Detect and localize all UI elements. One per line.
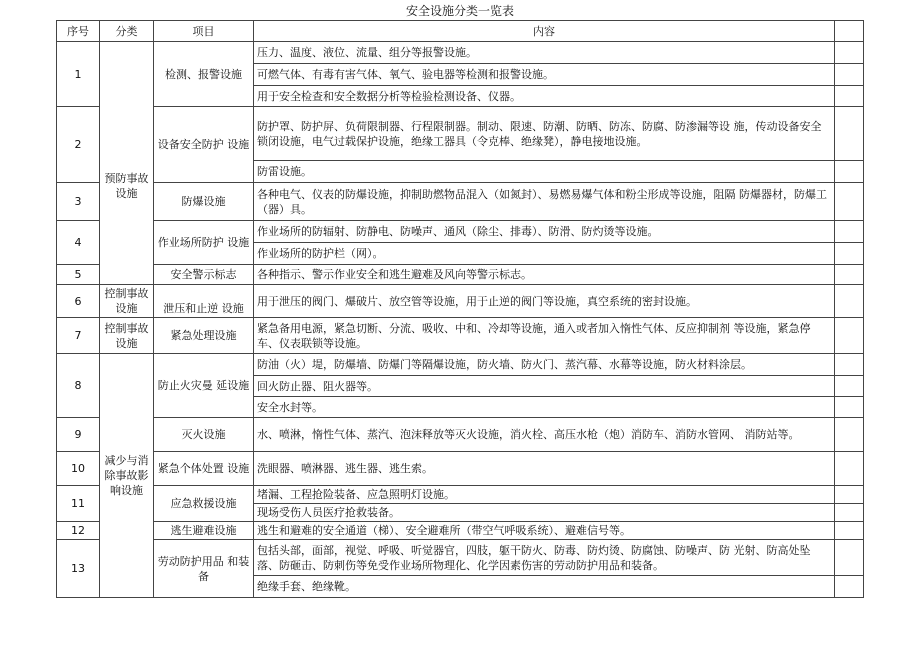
content-cell: 可燃气体、有毒有害气体、氧气、验电器等检测和报警设施。 <box>254 64 835 86</box>
category-cell: 控制事故设施 <box>100 318 154 354</box>
blank-cell <box>835 504 864 522</box>
safety-facilities-table <box>56 20 864 598</box>
item-cell: 泄压和止逆 设施 <box>154 285 254 318</box>
item-cell: 紧急个体处置 设施 <box>154 452 254 486</box>
content-cell: 作业场所的防辐射、防静电、防噪声、通风（除尘、排毒）、防滑、防灼烫等设施。 <box>254 221 835 243</box>
blank-cell <box>835 522 864 540</box>
item-cell: 应急救援设施 <box>154 486 254 522</box>
item-cell: 检测、报警设施 <box>154 42 254 107</box>
category-cell: 预防事故设施 <box>100 42 154 285</box>
blank-cell <box>835 376 864 397</box>
table-row <box>57 318 864 354</box>
blank-cell <box>835 285 864 318</box>
serial-cell: 10 <box>57 452 100 486</box>
content-cell: 堵漏、工程抢险装备、应急照明灯设施。 <box>254 486 835 504</box>
blank-cell <box>835 183 864 221</box>
content-cell: 回火防止器、阻火器等。 <box>254 376 835 397</box>
serial-cell: 3 <box>57 183 100 221</box>
content-cell: 防油（火）堤，防爆墙、防爆门等隔爆设施，防火墙、防火门、蒸汽幕、水幕等设施，防火材料涂层。 <box>254 354 835 376</box>
item-cell: 紧急处理设施 <box>154 318 254 354</box>
item-cell: 防止火灾曼 延设施 <box>154 354 254 418</box>
table-row <box>57 486 864 504</box>
header-content: 内容 <box>254 21 835 42</box>
blank-cell <box>835 418 864 452</box>
blank-cell <box>835 221 864 243</box>
serial-cell: 5 <box>57 265 100 285</box>
blank-cell <box>835 318 864 354</box>
item-cell: 设备安全防护 设施 <box>154 107 254 183</box>
serial-cell: 6 <box>57 285 100 318</box>
serial-cell: 8 <box>57 354 100 418</box>
table-row <box>57 107 864 161</box>
content-cell: 紧急备用电源，紧急切断、分流、吸收、中和、冷却等设施，通入或者加入惰性气体、反应抑制剂 等设施，紧急停车、仪表联锁等设施。 <box>254 318 835 354</box>
table-row <box>57 285 864 318</box>
table-row <box>57 418 864 452</box>
content-cell: 洗眼器、喷淋器、逃生器、逃生索。 <box>254 452 835 486</box>
blank-cell <box>835 452 864 486</box>
content-cell: 防护罩、防护屏、负荷限制器、行程限制器。制动、限速、防潮、防晒、防冻、防腐、防渗漏等设 施，传动设备安全锁闭设施，电气过载保护设施，绝缘工器具（令克棒、绝缘凳），静电接地设施。 <box>254 107 835 161</box>
content-cell: 现场受伤人员医疗抢救装备。 <box>254 504 835 522</box>
content-cell: 压力、温度、液位、流量、组分等报警设施。 <box>254 42 835 64</box>
serial-cell: 7 <box>57 318 100 354</box>
content-cell: 水、喷淋，惰性气体、蒸汽、泡沫释放等灭火设施，消火栓、高压水枪（炮）消防车、消防水管网、 消防站等。 <box>254 418 835 452</box>
blank-cell <box>835 576 864 598</box>
serial-cell: 11 <box>57 486 100 522</box>
blank-cell <box>835 486 864 504</box>
content-cell: 作业场所的防护栏（网）。 <box>254 243 835 265</box>
item-cell: 灭火设施 <box>154 418 254 452</box>
content-cell: 防雷设施。 <box>254 161 835 183</box>
header-serial: 序号 <box>57 21 100 42</box>
serial-cell: 9 <box>57 418 100 452</box>
blank-cell <box>835 107 864 161</box>
serial-cell: 12 <box>57 522 100 540</box>
item-cell: 安全警示标志 <box>154 265 254 285</box>
table-row <box>57 265 864 285</box>
blank-cell <box>835 86 864 107</box>
blank-cell <box>835 243 864 265</box>
table-row <box>57 452 864 486</box>
category-cell: 控制事故设施 <box>100 285 154 318</box>
serial-cell: 1 <box>57 42 100 107</box>
serial-cell: 4 <box>57 221 100 265</box>
content-cell: 安全水封等。 <box>254 397 835 418</box>
content-cell: 逃生和避难的安全通道（梯）、安全避难所（带空气呼吸系统）、避难信号等。 <box>254 522 835 540</box>
category-cell: 减少与消除事故影响设施 <box>100 354 154 598</box>
blank-cell <box>835 540 864 576</box>
blank-cell <box>835 354 864 376</box>
blank-cell <box>835 265 864 285</box>
header-row <box>57 21 864 42</box>
table-row <box>57 522 864 540</box>
content-cell: 包括头部，面部，视觉、呼吸、听觉器官，四肢，躯干防火、防毒、防灼烫、防腐蚀、防噪声、防 光射、防高处坠落、防砸击、防刺伤等免受作业场所物理化、化学因素伤害的劳动防护用品和装备。 <box>254 540 835 576</box>
table-row <box>57 42 864 64</box>
header-item: 项目 <box>154 21 254 42</box>
item-cell: 作业场所防护 设施 <box>154 221 254 265</box>
blank-cell <box>835 64 864 86</box>
serial-cell: 13 <box>57 540 100 598</box>
blank-cell <box>835 397 864 418</box>
content-cell: 用于安全检查和安全数据分析等检验检测设备、仪器。 <box>254 86 835 107</box>
table-row <box>57 221 864 243</box>
blank-cell <box>835 161 864 183</box>
blank-cell <box>835 42 864 64</box>
serial-cell: 2 <box>57 107 100 183</box>
content-cell: 各种指示、警示作业安全和逃生避难及风向等警示标志。 <box>254 265 835 285</box>
item-cell: 防爆设施 <box>154 183 254 221</box>
page-title: 安全设施分类一览表 <box>405 4 514 18</box>
item-cell: 劳动防护用品 和装备 <box>154 540 254 598</box>
table-row <box>57 354 864 376</box>
content-cell: 绝缘手套、绝缘靴。 <box>254 576 835 598</box>
item-cell: 逃生避难设施 <box>154 522 254 540</box>
content-cell: 用于泄压的阀门、爆破片、放空管等设施，用于止逆的阀门等设施，真空系统的密封设施。 <box>254 285 835 318</box>
content-cell: 各种电气、仪表的防爆设施，抑制助燃物品混入（如氮封）、易燃易爆气体和粉尘形成等设施，阻隔 防爆器材，防爆工（器）具。 <box>254 183 835 221</box>
header-category: 分类 <box>100 21 154 42</box>
table-row <box>57 183 864 221</box>
table-row <box>57 540 864 576</box>
blank-cell <box>835 21 864 42</box>
